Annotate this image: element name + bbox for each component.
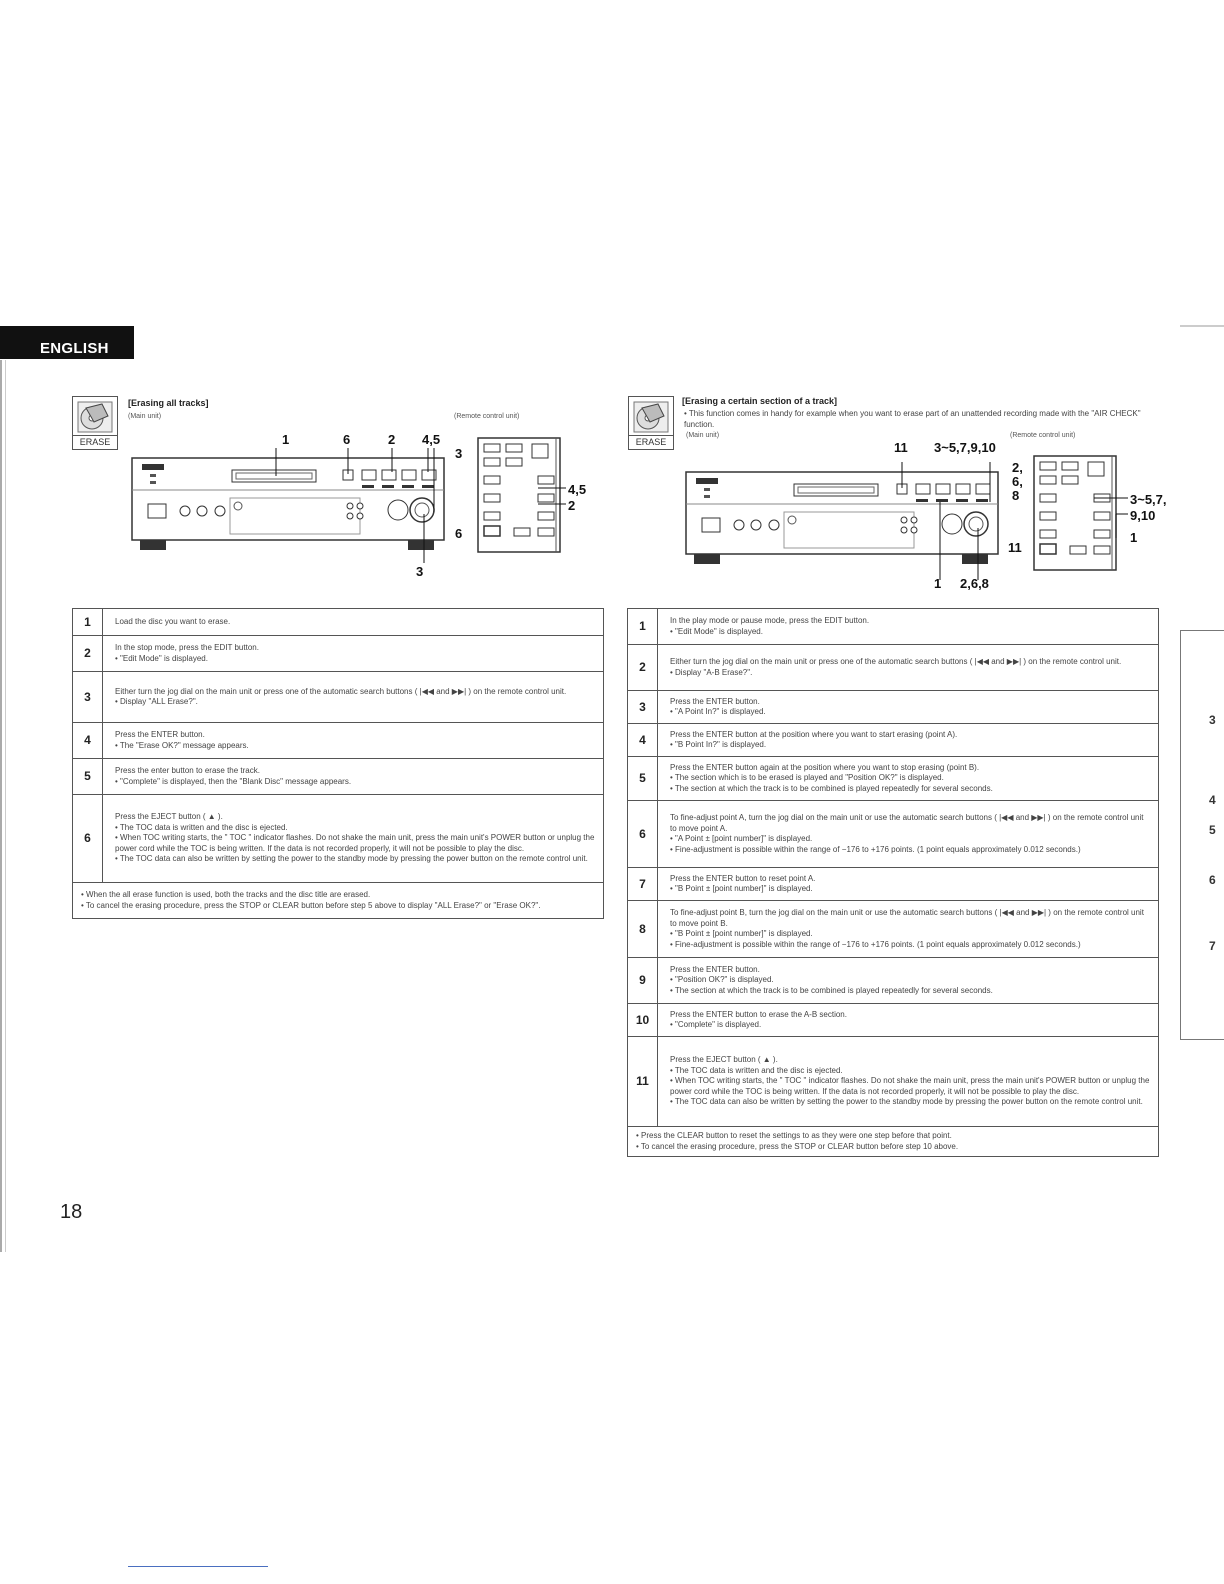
step-number: 1 [628, 609, 658, 645]
step-number: 7 [628, 868, 658, 901]
erase-all-steps-table [72, 608, 604, 919]
step-row [628, 958, 1159, 1004]
callout-main-1: 1 [282, 432, 290, 447]
callout-main-6: 6 [343, 432, 351, 447]
callout-main-11: 11 [894, 440, 908, 455]
language-label: ENGLISH [40, 340, 109, 357]
step-number: 3 [628, 691, 658, 724]
step-text: Press the ENTER button to reset point A. • "B Point ± [point number]" is displayed. [658, 868, 1159, 901]
callout-main-2-6-8: 2,6,8 [960, 576, 989, 591]
erase-icon-label: ERASE [629, 435, 673, 449]
next-page-table-edge: 3 4 5 6 7 [1180, 630, 1224, 1040]
step-text: Press the ENTER button. • "A Point In?" is displayed. [658, 691, 1159, 724]
step-text: To fine-adjust point B, turn the jog dial on the main unit or use the automatic search buttons ( |◀◀ and ▶▶| ) on the remote control unit to move point B. • "B Point ± [point number]" is displayed. • Fine-adjustment is possible within the range of −176 to +176 points. (1 point equals approximately 0.012 seconds.) [658, 901, 1159, 958]
callout-remote-4-5: 4,5 [568, 482, 587, 497]
step-row [628, 868, 1159, 901]
step-row [73, 672, 604, 723]
step-text: Either turn the jog dial on the main unit or press one of the automatic search buttons ( |◀◀ and ▶▶| ) on the remote control unit. • Display "ALL Erase?". [103, 672, 604, 723]
step-row [628, 645, 1159, 691]
binding-edge [0, 360, 6, 1252]
step-number: 8 [628, 901, 658, 958]
step-number: 11 [628, 1037, 658, 1127]
notes: • When the all erase function is used, both the tracks and the disc title are erased. • To cancel the erasing procedure, press the STOP or CLEAR button before step 5 above to display "ALL Erase?" or "Erase OK?". [73, 883, 604, 919]
erase-icon [628, 396, 674, 450]
step-row [73, 636, 604, 672]
step-row [73, 723, 604, 759]
callout-remote-6: 6 [455, 526, 463, 541]
step-number: 6 [73, 795, 103, 883]
step-number: 3 [73, 672, 103, 723]
step-row [628, 691, 1159, 724]
step-number: 5 [73, 759, 103, 795]
step-row [73, 795, 604, 883]
step-row [628, 901, 1159, 958]
step-text: Press the EJECT button ( ▲ ). • The TOC data is written and the disc is ejected. • When TOC writing starts, the " TOC " indicator flashes. Do not shake the main unit, press the main unit's POWER button or unplug the power cord while the TOC is being written. If the data is not recorded properly, it will not be possible to play the disc. • The TOC data can also be written by setting the power to the standby mode by pressing the power button on the remote control unit. [103, 795, 604, 883]
step-row [73, 759, 604, 795]
callout-remote-6: 6, [1012, 474, 1023, 489]
callout-remote-2: 2 [568, 498, 576, 513]
step-text: Press the ENTER button. • The "Erase OK?" message appears. [103, 723, 604, 759]
step-row [628, 801, 1159, 868]
remote-unit-label: (Remote control unit) [454, 413, 520, 420]
erase-all-section [72, 396, 607, 926]
step-text: Either turn the jog dial on the main unit or press one of the automatic search buttons ( |◀◀ and ▶▶| ) on the remote control unit. • Display "A-B Erase?". [658, 645, 1159, 691]
disc-eraser-icon [632, 400, 670, 434]
step-text: Press the EJECT button ( ▲ ). • The TOC data is written and the disc is ejected. • When TOC writing starts, the " TOC " indicator flashes. Do not shake the main unit, press the main unit's POWER button or unplug the power cord while the TOC is being written. If the data is not recorded properly, it will not be possible to play the disc. • The TOC data can also be written by setting the power to the standby mode by pressing the power button on the remote control unit. [658, 1037, 1159, 1127]
step-row [628, 757, 1159, 801]
step-row [628, 1004, 1159, 1037]
step-text: In the play mode or pause mode, press the EDIT button. • "Edit Mode" is displayed. [658, 609, 1159, 645]
callout-main-1: 1 [934, 576, 942, 591]
remote-illustration [1032, 454, 1132, 574]
step-text: Press the ENTER button again at the position where you want to stop erasing (point B). • The section which is to be erased is played and "Position OK?" is displayed. • The section at which the track is to be combined is played repeatedly for several seconds. [658, 757, 1159, 801]
step-text: In the stop mode, press the EDIT button. • "Edit Mode" is displayed. [103, 636, 604, 672]
step-row [628, 1037, 1159, 1127]
erase-section-section [628, 396, 1168, 1156]
step-number: 2 [628, 645, 658, 691]
step-number: 4 [628, 724, 658, 757]
remote-unit-label: (Remote control unit) [1010, 432, 1076, 439]
section-title: [Erasing all tracks] [128, 398, 209, 408]
erase-section-steps-table [627, 608, 1159, 1157]
step-row [628, 724, 1159, 757]
remote-illustration [476, 436, 566, 556]
step-text: Press the ENTER button to erase the A-B section. • "Complete" is displayed. [658, 1004, 1159, 1037]
callout-main-3: 3 [416, 564, 424, 579]
main-unit-illustration [130, 448, 450, 563]
main-unit-illustration [684, 462, 1004, 582]
main-unit-label: (Main unit) [128, 413, 162, 420]
step-number: 9 [628, 958, 658, 1004]
erase-icon [72, 396, 118, 450]
step-number: 4 [73, 723, 103, 759]
step-number: 5 [628, 757, 658, 801]
callout-remote-11: 11 [1008, 540, 1022, 555]
step-number: 2 [73, 636, 103, 672]
callout-remote-3: 3 [455, 446, 463, 461]
callout-main-2: 2 [388, 432, 396, 447]
callout-main-3-10: 3~5,7,9,10 [934, 440, 996, 455]
notes: • Press the CLEAR button to reset the settings to as they were one step before that point. • To cancel the erasing procedure, press the STOP or CLEAR button before step 10 above. [628, 1127, 1159, 1157]
erase-icon-label: ERASE [73, 435, 117, 449]
callout-remote-2: 2, [1012, 460, 1023, 475]
callout-main-4-5: 4,5 [422, 432, 441, 447]
notes-row [73, 883, 604, 919]
step-number: 1 [73, 609, 103, 636]
step-number: 6 [628, 801, 658, 868]
callout-remote-3-7: 3~5,7, [1130, 492, 1167, 507]
footer-line [128, 1566, 268, 1567]
page-number: 18 [60, 1201, 83, 1223]
step-row [73, 609, 604, 636]
callout-remote-1: 1 [1130, 530, 1138, 545]
step-number: 10 [628, 1004, 658, 1037]
step-text: Press the enter button to erase the track. • "Complete" is displayed, then the "Blank Disc" message appears. [103, 759, 604, 795]
language-tab [0, 326, 134, 359]
callout-remote-8: 8 [1012, 488, 1020, 503]
section-intro: • This function comes in handy for example when you want to erase part of an unattended recording made with the "AIR CHECK" function. [684, 409, 1141, 429]
step-text: To fine-adjust point A, turn the jog dial on the main unit or use the automatic search buttons ( |◀◀ and ▶▶| ) on the remote control unit to move point A. • "A Point ± [point number]" is displayed. • Fine-adjustment is possible within the range of −176 to +176 points. (1 point equals approximately 0.012 seconds.) [658, 801, 1159, 868]
step-row [628, 609, 1159, 645]
next-page-edge [1180, 325, 1224, 327]
step-text: Press the ENTER button. • "Position OK?" is displayed. • The section at which the track is to be combined is played repeatedly for several seconds. [658, 958, 1159, 1004]
step-text: Load the disc you want to erase. [103, 609, 604, 636]
disc-eraser-icon [76, 400, 114, 434]
step-text: Press the ENTER button at the position where you want to start erasing (point A). • "B Point In?" is displayed. [658, 724, 1159, 757]
callout-remote-9-10: 9,10 [1130, 508, 1156, 523]
section-title: [Erasing a certain section of a track] [682, 396, 838, 406]
notes-row [628, 1127, 1159, 1157]
main-unit-label: (Main unit) [686, 432, 720, 439]
